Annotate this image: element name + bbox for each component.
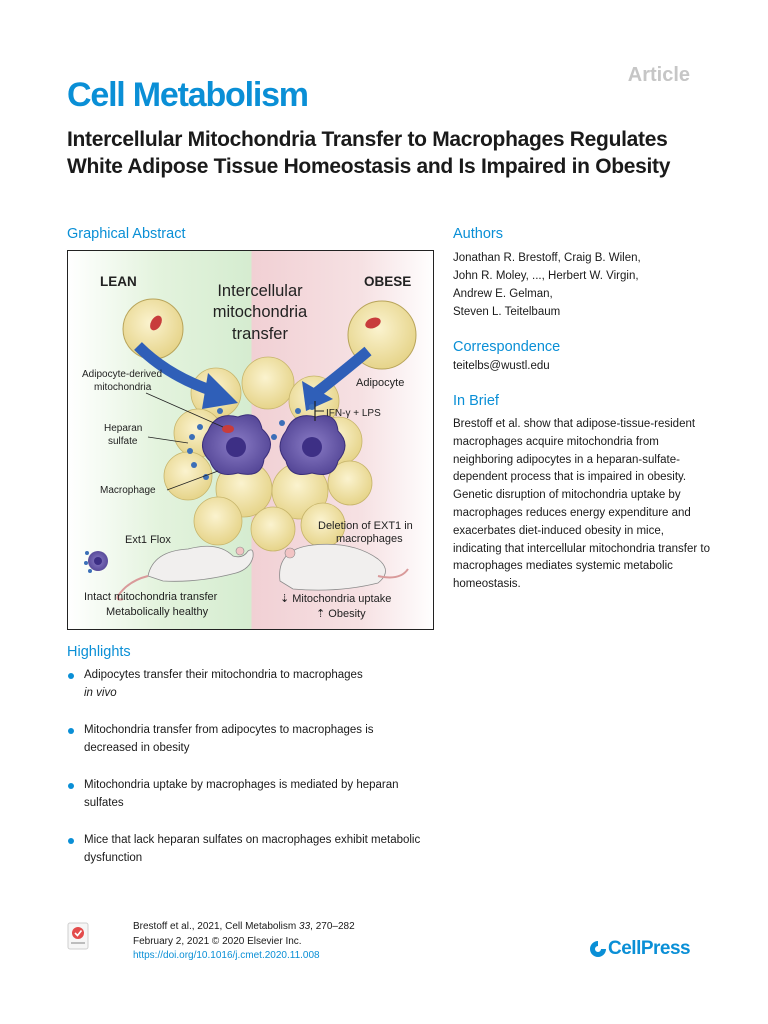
journal-name: Cell Metabolism	[67, 76, 308, 114]
citation-volume: 33	[299, 921, 311, 932]
authors-list	[453, 249, 733, 321]
correspondence-email[interactable]: teitelbs@wustl.edu	[453, 360, 550, 372]
citation-footer	[133, 920, 355, 964]
ext1-flox-label: Ext1 Flox	[125, 534, 171, 546]
authors-line3: Andrew E. Gelman,	[453, 288, 553, 300]
cellpress-logo	[588, 938, 690, 960]
citation-line2: February 2, 2021 © 2020 Elsevier Inc.	[133, 935, 302, 947]
highlight-text-1: Adipocytes transfer their mitochondria to macrophages	[84, 669, 363, 681]
obese-result-2: ⇡ Obesity	[316, 608, 366, 620]
highlight-text-2: Mitochondria transfer from adipocytes to macrophages is decreased in obesity	[84, 724, 374, 754]
highlight-item	[67, 667, 427, 702]
center-title-line2: mitochondria	[212, 303, 308, 321]
lean-result-2: Metabolically healthy	[106, 606, 209, 618]
ifn-lps-label: IFN-γ + LPS	[326, 408, 381, 419]
heparan-label-2: sulfate	[108, 436, 138, 447]
graphical-abstract	[67, 250, 434, 630]
authors-line1: Jonathan R. Brestoff, Craig B. Wilen,	[453, 252, 641, 264]
highlight-item	[67, 832, 427, 867]
highlight-text-3: Mitochondria uptake by macrophages is mediated by heparan sulfates	[84, 779, 399, 809]
obese-result-1: ⇣ Mitochondria uptake	[280, 593, 392, 605]
article-title: Intercellular Mitochondria Transfer to Macrophages Regulates White Adipose Tissue Homeostasis and Is Impaired in Obesity	[67, 128, 671, 178]
graphical-abstract-heading: Graphical Abstract	[67, 226, 186, 242]
in-brief-heading: In Brief	[453, 393, 499, 409]
bullet-icon	[68, 728, 74, 734]
highlight-text-1-em: in vivo	[84, 686, 117, 699]
correspondence-heading: Correspondence	[453, 339, 561, 355]
authors-line2: John R. Moley, ..., Herbert W. Virgin,	[453, 270, 639, 282]
highlight-item	[67, 777, 427, 812]
article-type-label: Article	[627, 64, 690, 86]
lean-result-1: Intact mitochondria transfer	[84, 591, 218, 603]
center-title-line3: transfer	[232, 325, 288, 343]
lean-adipocyte-icon	[123, 299, 183, 359]
adipocyte-derived-label-1: Adipocyte-derived	[82, 369, 163, 380]
lean-label: LEAN	[100, 274, 137, 289]
adipocyte-label: Adipocyte	[356, 377, 405, 389]
heparan-label-1: Heparan	[104, 423, 143, 434]
citation-line1	[133, 920, 355, 935]
deletion-label-1: Deletion of EXT1 in	[318, 520, 413, 532]
highlights-list	[67, 667, 427, 887]
obese-label: OBESE	[364, 274, 412, 289]
bullet-icon	[68, 838, 74, 844]
highlights-heading: Highlights	[67, 644, 131, 660]
macrophage-label: Macrophage	[100, 485, 156, 496]
authors-heading: Authors	[453, 226, 503, 242]
citation-pages: , 270–282	[310, 921, 355, 932]
authors-line4: Steven L. Teitelbaum	[453, 306, 561, 318]
center-title-line1: Intercellular	[217, 282, 303, 300]
bullet-icon	[68, 673, 74, 679]
highlight-text-4: Mice that lack heparan sulfates on macrophages exhibit metabolic dysfunction	[84, 834, 421, 864]
citation-prefix: Brestoff et al., 2021, Cell Metabolism	[133, 921, 300, 932]
deletion-label-2: macrophages	[336, 533, 403, 545]
adipocyte-derived-label-2: mitochondria	[94, 382, 152, 393]
in-brief-text: Brestoff et al. show that adipose-tissue-resident macrophages acquire mitochondria from neighboring adipocytes in a heparan-sulfate-dependent process that is impaired in obesity. Genetic disruption of mitochondria uptake by macrophages reduces energy expenditure and exacerbates diet-induced obesity in mice, indicating that intercellular mitochondria transfer to macrophages mediates systemic metabolic homeostasis.	[453, 418, 710, 591]
cellpress-icon	[588, 939, 608, 959]
check-for-updates-icon[interactable]	[67, 922, 89, 950]
highlight-item	[67, 722, 427, 757]
cellpress-text: CellPress	[608, 938, 691, 959]
doi-link[interactable]: https://doi.org/10.1016/j.cmet.2020.11.008	[133, 950, 320, 961]
bullet-icon	[68, 783, 74, 789]
